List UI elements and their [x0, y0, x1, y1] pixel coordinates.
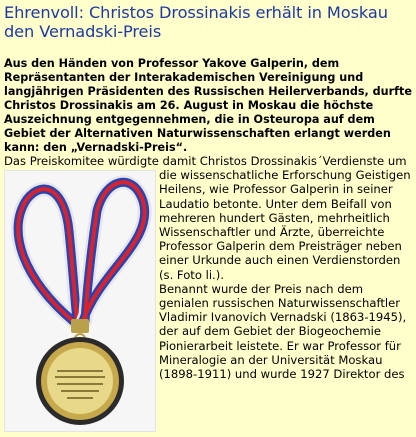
- body-paragraph-1-intro: Das Preiskomitee würdigte damit Christos Drossinakis´Verdienste um die wissenschatliche Erforschung: [4, 154, 407, 183]
- article-lead: Aus den Händen von Professor Yakove Galperin, dem Repräsentanten der Interakademischen Vereinigung und langjährigen Präsidenten des Russischen Heilerverbands, durfte Christos Drossinakis am 26. August in Moskau die höchste Auszeichnung entgegennehmen, die in Osteuropa auf dem Gebiet der Alternativen Naturwissenschaften erlangt werden kann: den „Vernadski-Preis“.: [4, 57, 412, 154]
- article-body: [4, 154, 414, 432]
- body-paragraph-2: Benannt wurde der Preis nach dem genialen russischen Naturwissenschaftler Vladimir Ivanovich Vernadski (1863-1945), der auf dem Gebiet der Biogeochemie Pionierarbeit leistete. Er war Professor für Mineralogie an der Universität Moskau (1898-1911) und wurde 1927 Direktor des: [159, 281, 407, 382]
- article-headline: Ehrenvoll: Christos Drossinakis erhält in Moskau den Vernadski-Preis: [4, 3, 388, 41]
- medal-image: [5, 171, 155, 431]
- body-paragraph-1: Geistigen Heilens, wie Professor Galperin in seiner Laudatio betonte. Unter dem Beifall von mehreren hundert Gästen, mehrheitlich Wissenschaftler und Ärzte, überreichte Professor Galperin dem Preisträger neben einer Urkunde auch einen Verdienstorden (s. Foto li.).: [159, 168, 411, 282]
- medal-photo: [4, 170, 156, 432]
